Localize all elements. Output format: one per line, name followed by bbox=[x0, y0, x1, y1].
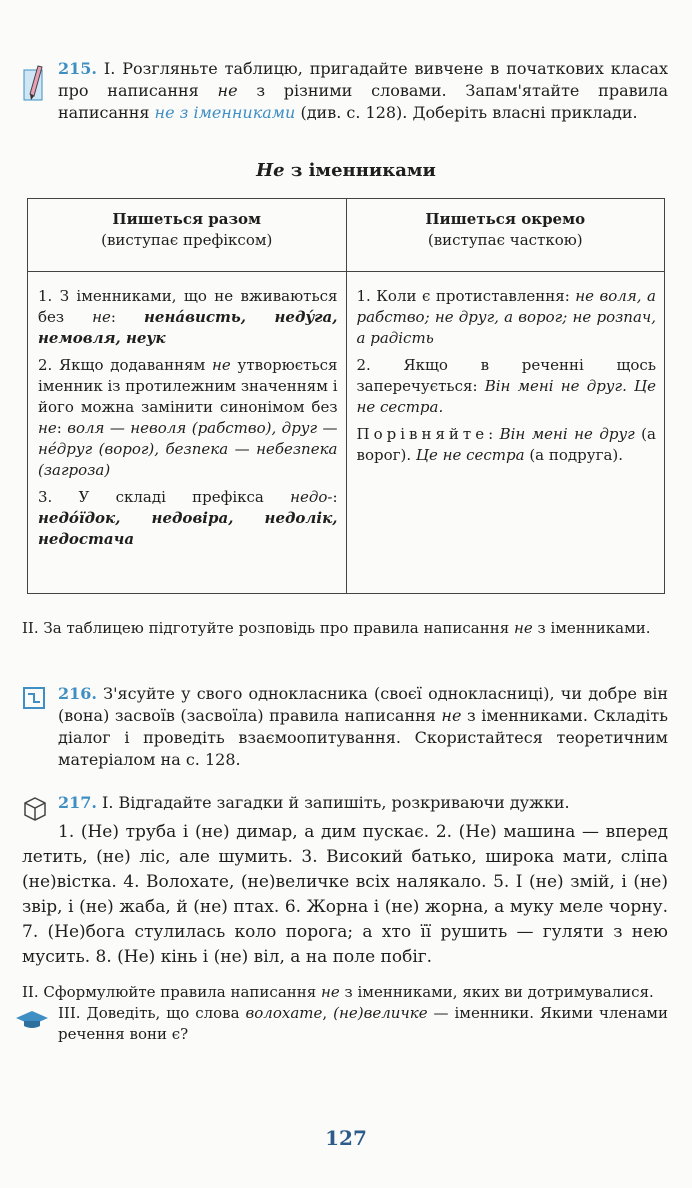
rules-table bbox=[27, 198, 665, 594]
task-3: III. Доведіть, що слова волохате, (не)величке — іменники. Якими членами речення вони є? bbox=[58, 1004, 668, 1043]
column-header-together: Пишеться разом (виступає префіксом) bbox=[28, 199, 347, 272]
graduation-cap-icon bbox=[14, 1009, 50, 1029]
rule-link: не з іменниками bbox=[154, 103, 296, 122]
table-cell-together bbox=[28, 272, 347, 594]
exercise-216: 216. З'ясуйте у свого однокласника (своєї однокласниці), чи добре він (вона) засвоїв (засвоїла) правила написання не з іменниками. Складіть діалог і проведіть взаємоопитування. Скористайтеся теоретичним матеріалом на с. 128. bbox=[22, 683, 668, 771]
task-2: II. Сформулюйте правила написання не з іменниками, яких ви дотримувалися. bbox=[22, 983, 654, 1001]
ne-word: не bbox=[217, 81, 238, 100]
rule-item: Порівняйте: Він мені не друг (а ворог). Це не сестра (а подруга). bbox=[356, 425, 656, 464]
rule-item: 2. Якщо додаванням не утворюється іменник із протилежним значенням і його можна замінити синонімом без не: воля — неволя (рабство), друг — нéдруг (ворог), безпека — небезпека (загроза) bbox=[38, 356, 338, 479]
riddles-text: 1. (Не) труба і (не) димар, а дим пускає. 2. (Не) машина — вперед летить, (не) ліс, але шумить. 3. Високий батько, широка мати, сліпа (не)вістка. 4. Волохате, (не)величке всіх налякало. 5. І (не) змій, і (не) звір, і (не) жаба, й (не) птах. 6. Жорна і (не) жорна, а муку меле чорну. 7. (Не)бога стулилась коло порога; а хто її рушить — гуляти з нею мусить. 8. (Не) кінь і (не) віл, а на поле побіг. bbox=[22, 822, 668, 967]
dialog-icon bbox=[22, 686, 48, 712]
exercise-215 bbox=[22, 58, 668, 124]
exercise-217: 217. I. Відгадайте загадки й запишіть, розкриваючи дужки. 1. (Не) труба і (не) димар, а дим пускає. 2. (Не) машина — вперед летить, (не) ліс, але шумить. 3. Високий батько, широка мати, сліпа (не)вістка. 4. Волохате, (не)величке всіх налякало. 5. І (не) змій, і (не) звір, і (не) жаба, й (не) птах. 6. Жорна і (не) жорна, а муку меле чорну. 7. (Не)бога стулилась коло порога; а хто її рушить — гуляти з нею мусить. 8. (Не) кінь і (не) віл, а на поле побіг. II. Сформулюйте правила написання не з іменниками, яких ви дотримувалися. III. Доведіть, що слова волохате, (не)величке — іменники. Якими членами речення вони є? bbox=[22, 792, 668, 1045]
rule-item: 1. З іменниками, що не вживаються без не: ненáвисть, недýга, немовля, неук bbox=[38, 287, 338, 347]
rule-item: 1. Коли є протиставлення: не воля, а рабство; не друг, а ворог; не розпач, а радість bbox=[356, 287, 656, 347]
rule-item: 2. Якщо в реченні щось заперечується: Він мені не друг. Це не сестра. bbox=[356, 356, 656, 416]
instruction-text: I. Розгляньте таблицю, пригадайте вивчене в початкових класах про написання bbox=[58, 59, 668, 100]
instruction-text: з різними словами. Запам'ятайте правила написання bbox=[58, 81, 668, 122]
exercise-number: 215. bbox=[58, 59, 97, 78]
exercise-215-part2: II. За таблицею підготуйте розповідь про правила написання не з іменниками. bbox=[22, 619, 651, 637]
table-cell-separate bbox=[346, 272, 665, 594]
instruction-text: (див. с. 128). Доберіть власні приклади. bbox=[295, 103, 638, 122]
table-title: Не з іменниками bbox=[256, 160, 436, 181]
rule-item: 3. У складі префікса недо-: недóїдок, недовіра, недолік, недостача bbox=[38, 488, 338, 548]
page-number: 127 bbox=[325, 1126, 367, 1150]
column-header-separate: Пишеться окремо (виступає часткою) bbox=[346, 199, 665, 272]
cube-icon bbox=[22, 796, 48, 822]
pencil-icon bbox=[22, 60, 48, 104]
